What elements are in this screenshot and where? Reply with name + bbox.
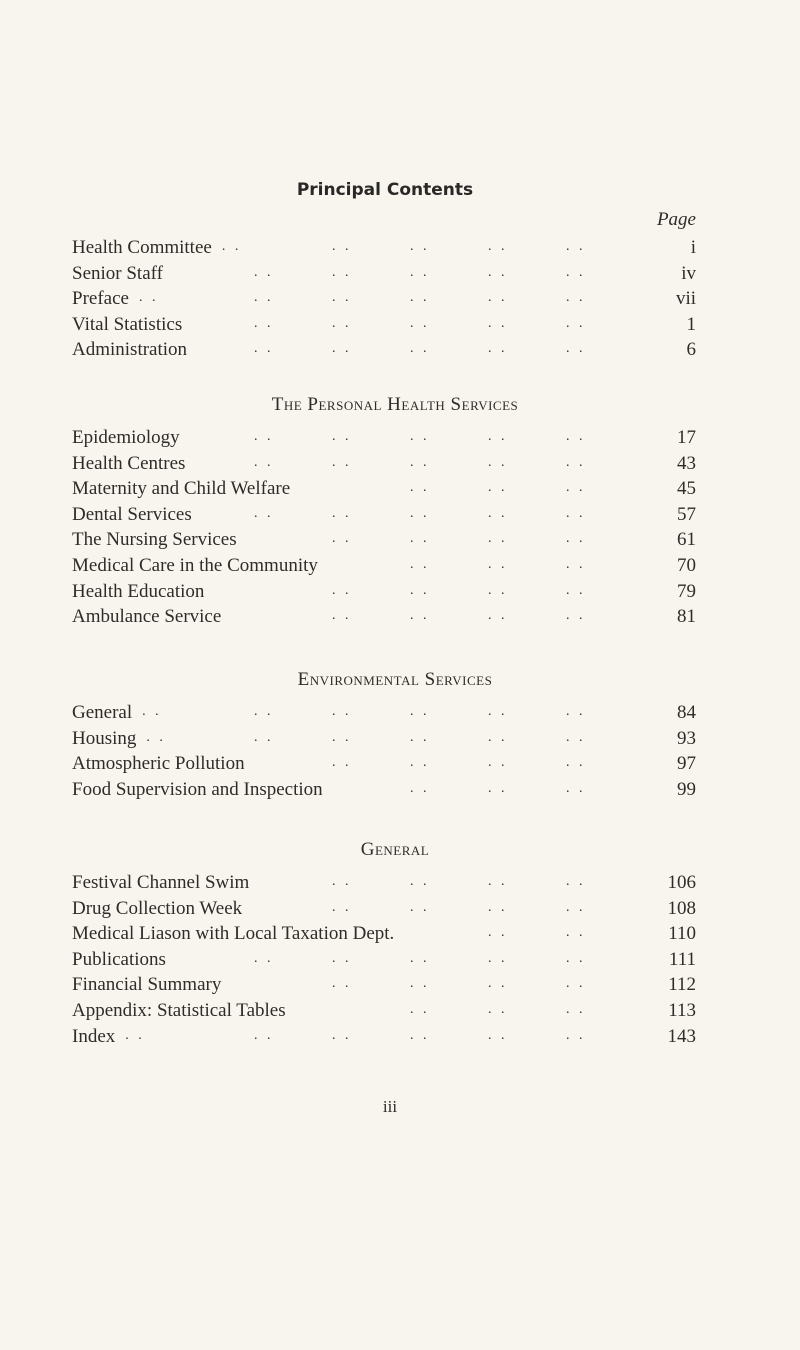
toc-entry[interactable] — [72, 313, 696, 337]
toc-entry-label: Maternity and Child Welfare — [72, 478, 291, 500]
toc-entry-page: 143 — [667, 1025, 696, 1047]
dot-leader: . . — [125, 1027, 145, 1043]
section-heading: The Personal Health Services — [271, 394, 519, 415]
dot-leader: . . — [332, 341, 352, 357]
dot-leader: . . — [566, 239, 586, 254]
dot-leader: . . — [332, 290, 352, 306]
toc-entry[interactable] — [72, 948, 696, 972]
toc-entry-label: Food Supervision and Inspection — [72, 778, 323, 800]
toc-entry-label: Atmospheric Pollution — [72, 753, 245, 775]
toc-entry[interactable] — [72, 871, 696, 895]
dot-leader: . . — [410, 780, 430, 796]
toc-entry-page: vii — [675, 288, 696, 310]
dot-leader: . . — [332, 729, 352, 745]
dot-leader: . . — [488, 454, 508, 470]
dot-leader: . . — [488, 1027, 508, 1043]
toc-entry-label: Administration — [72, 339, 188, 361]
toc-entry-label: General — [72, 702, 133, 723]
dot-leader: . . — [332, 429, 352, 444]
toc-entry-label: Health Centres — [72, 452, 186, 474]
dot-leader: . . — [410, 480, 430, 496]
toc-entry-label: Health Education — [72, 580, 205, 602]
toc-entry-label: Appendix: Statistical Tables — [72, 1000, 286, 1021]
toc-entry[interactable] — [72, 999, 696, 1023]
section-heading: General — [360, 839, 430, 860]
toc-entry[interactable] — [72, 605, 696, 629]
page-column-header: Page — [656, 209, 696, 230]
toc-entry-page: 97 — [677, 753, 696, 775]
toc-entry[interactable] — [72, 554, 696, 578]
dot-leader: . . — [566, 608, 586, 624]
dot-leader: . . — [566, 899, 586, 915]
toc-entry[interactable] — [72, 287, 696, 311]
toc-entry-page: 111 — [668, 948, 696, 970]
toc-entry[interactable] — [72, 1025, 696, 1049]
dot-leader: . . — [332, 950, 352, 966]
dot-leader: . . — [566, 874, 586, 889]
page-title: Principal Contents — [296, 180, 474, 200]
toc-entry-page: 113 — [668, 1000, 696, 1021]
dot-leader: . . — [332, 1027, 352, 1043]
toc-entry[interactable] — [72, 752, 696, 776]
dot-leader: . . — [146, 729, 166, 745]
toc-entry[interactable] — [72, 338, 696, 362]
toc-entry-label: Health Committee — [72, 237, 212, 258]
toc-entry-page: 45 — [677, 478, 696, 500]
toc-entry-label: Epidemiology — [72, 427, 180, 448]
dot-leader: . . — [566, 264, 586, 280]
dot-leader: . . — [254, 264, 274, 280]
toc-entry-page: 57 — [677, 503, 696, 525]
dot-leader: . . — [566, 1027, 586, 1043]
dot-leader: . . — [410, 429, 430, 444]
dot-leader: . . — [488, 480, 508, 496]
dot-leader: . . — [566, 505, 586, 521]
toc-entry[interactable] — [72, 477, 696, 501]
dot-leader: . . — [332, 454, 352, 470]
toc-entry-label: Medical Care in the Community — [72, 555, 318, 576]
dot-leader: . . — [332, 874, 352, 889]
toc-entry-label: Festival Channel Swim — [72, 872, 250, 893]
toc-entry-label: Medical Liason with Local Taxation Dept. — [72, 923, 395, 945]
section-heading: Environmental Services — [297, 669, 493, 690]
dot-leader: . . — [410, 582, 430, 598]
toc-entry[interactable] — [72, 727, 696, 751]
toc-entry[interactable] — [72, 922, 696, 946]
toc-entry-label: Preface — [72, 288, 129, 310]
toc-entry[interactable] — [72, 973, 696, 997]
dot-leader: . . — [332, 976, 352, 992]
toc-entry-label: Financial Summary — [72, 974, 222, 996]
dot-leader: . . — [332, 608, 352, 624]
dot-leader: . . — [221, 239, 242, 254]
dot-leader: . . — [488, 729, 508, 745]
dot-leader: . . — [254, 429, 274, 444]
toc-entry-page: 17 — [677, 427, 696, 448]
dot-leader: . . — [488, 704, 508, 719]
toc-entry-page: 110 — [668, 923, 696, 945]
dot-leader: . . — [566, 315, 586, 331]
dot-leader: . . — [410, 874, 430, 889]
toc-entry[interactable] — [72, 778, 696, 802]
dot-leader: . . — [254, 505, 274, 521]
dot-leader: . . — [566, 531, 586, 547]
toc-entry-label: Drug Collection Week — [72, 897, 243, 919]
dot-leader: . . — [566, 755, 586, 771]
dot-leader: . . — [488, 780, 508, 796]
toc-entry-page: 99 — [677, 778, 696, 800]
dot-leader: . . — [488, 1002, 508, 1017]
dot-leader: . . — [332, 264, 352, 280]
dot-leader: . . — [332, 531, 352, 547]
toc-entry[interactable] — [72, 528, 696, 552]
dot-leader: . . — [410, 454, 430, 470]
dot-leader: . . — [566, 429, 586, 444]
toc-entry[interactable] — [72, 897, 696, 921]
dot-leader: . . — [410, 950, 430, 966]
dot-leader: . . — [488, 341, 508, 357]
dot-leader: . . — [254, 341, 274, 357]
dot-leader: . . — [488, 290, 508, 306]
dot-leader: . . — [488, 976, 508, 992]
toc-entry-page: 1 — [686, 313, 696, 335]
dot-leader: . . — [138, 290, 159, 306]
dot-leader: . . — [488, 429, 508, 444]
toc-entry-page: 93 — [677, 727, 696, 749]
dot-leader: . . — [566, 950, 586, 966]
toc-entry-page: 79 — [677, 580, 696, 602]
dot-leader: . . — [410, 608, 430, 624]
dot-leader: . . — [566, 704, 586, 719]
dot-leader: . . — [566, 557, 586, 572]
dot-leader: . . — [566, 454, 586, 470]
toc-entry[interactable] — [72, 452, 696, 476]
dot-leader: . . — [566, 341, 586, 357]
dot-leader: . . — [488, 582, 508, 598]
dot-leader: . . — [566, 1002, 586, 1017]
dot-leader: . . — [254, 1027, 274, 1043]
dot-leader: . . — [488, 925, 508, 941]
toc-entry-page: 112 — [668, 974, 696, 996]
dot-leader: . . — [488, 557, 508, 572]
dot-leader: . . — [254, 454, 274, 470]
dot-leader: . . — [410, 704, 430, 719]
toc-entry-page: 70 — [677, 555, 696, 576]
dot-leader: . . — [566, 480, 586, 496]
dot-leader: . . — [332, 239, 352, 254]
dot-leader: . . — [566, 976, 586, 992]
toc-entry-label: Publications — [72, 948, 166, 970]
toc-entry-label: Vital Statistics — [72, 313, 183, 335]
dot-leader: . . — [410, 557, 430, 572]
dot-leader: . . — [332, 899, 352, 915]
toc-entry-label: Housing — [72, 727, 137, 749]
dot-leader: . . — [488, 608, 508, 624]
dot-leader: . . — [410, 1027, 430, 1043]
toc-entry-page: i — [690, 237, 696, 258]
dot-leader: . . — [254, 290, 274, 306]
dot-leader: . . — [410, 1002, 430, 1017]
dot-leader: . . — [410, 290, 430, 306]
dot-leader: . . — [566, 582, 586, 598]
dot-leader: . . — [332, 582, 352, 598]
toc-entry-page: 106 — [667, 872, 696, 893]
toc-entry-page: 61 — [677, 529, 696, 551]
dot-leader: . . — [488, 874, 508, 889]
toc-entry[interactable] — [72, 236, 696, 260]
dot-leader: . . — [332, 505, 352, 521]
dot-leader: . . — [566, 290, 586, 306]
toc-entry[interactable] — [72, 503, 696, 527]
toc-entry-page: 108 — [667, 897, 696, 919]
dot-leader: . . — [410, 264, 430, 280]
toc-entry-label: Index — [72, 1025, 116, 1047]
dot-leader: . . — [142, 704, 162, 719]
dot-leader: . . — [332, 755, 352, 771]
dot-leader: . . — [488, 264, 508, 280]
dot-leader: . . — [332, 315, 352, 331]
dot-leader: . . — [410, 505, 430, 521]
toc-entry-page: iv — [681, 262, 696, 284]
dot-leader: . . — [488, 950, 508, 966]
dot-leader: . . — [410, 341, 430, 357]
toc-entry-label: Dental Services — [72, 503, 192, 525]
dot-leader: . . — [566, 729, 586, 745]
dot-leader: . . — [410, 315, 430, 331]
dot-leader: . . — [488, 755, 508, 771]
toc-entry-label: Ambulance Service — [72, 606, 222, 628]
dot-leader: . . — [410, 899, 430, 915]
dot-leader: . . — [410, 976, 430, 992]
dot-leader: . . — [254, 315, 274, 331]
dot-leader: . . — [566, 780, 586, 796]
toc-entry[interactable] — [72, 262, 696, 286]
toc-entry-label: The Nursing Services — [72, 529, 237, 551]
dot-leader: . . — [488, 505, 508, 521]
dot-leader: . . — [410, 239, 430, 254]
dot-leader: . . — [332, 704, 352, 719]
dot-leader: . . — [488, 315, 508, 331]
dot-leader: . . — [410, 755, 430, 771]
dot-leader: . . — [488, 531, 508, 547]
toc-entry-page: 43 — [677, 452, 696, 474]
toc-entry[interactable] — [72, 701, 696, 725]
dot-leader: . . — [488, 899, 508, 915]
dot-leader: . . — [566, 925, 586, 941]
dot-leader: . . — [488, 239, 508, 254]
dot-leader: . . — [254, 950, 274, 966]
dot-leader: . . — [410, 531, 430, 547]
toc-entry-page: 6 — [686, 339, 696, 361]
toc-entry-page: 84 — [677, 702, 696, 723]
toc-entry[interactable] — [72, 426, 696, 450]
page-number: iii — [382, 1097, 398, 1116]
toc-entry-page: 81 — [677, 606, 696, 628]
dot-leader: . . — [254, 729, 274, 745]
toc-entry-label: Senior Staff — [72, 262, 163, 284]
toc-entry[interactable] — [72, 580, 696, 604]
dot-leader: . . — [410, 729, 430, 745]
dot-leader: . . — [254, 704, 274, 719]
